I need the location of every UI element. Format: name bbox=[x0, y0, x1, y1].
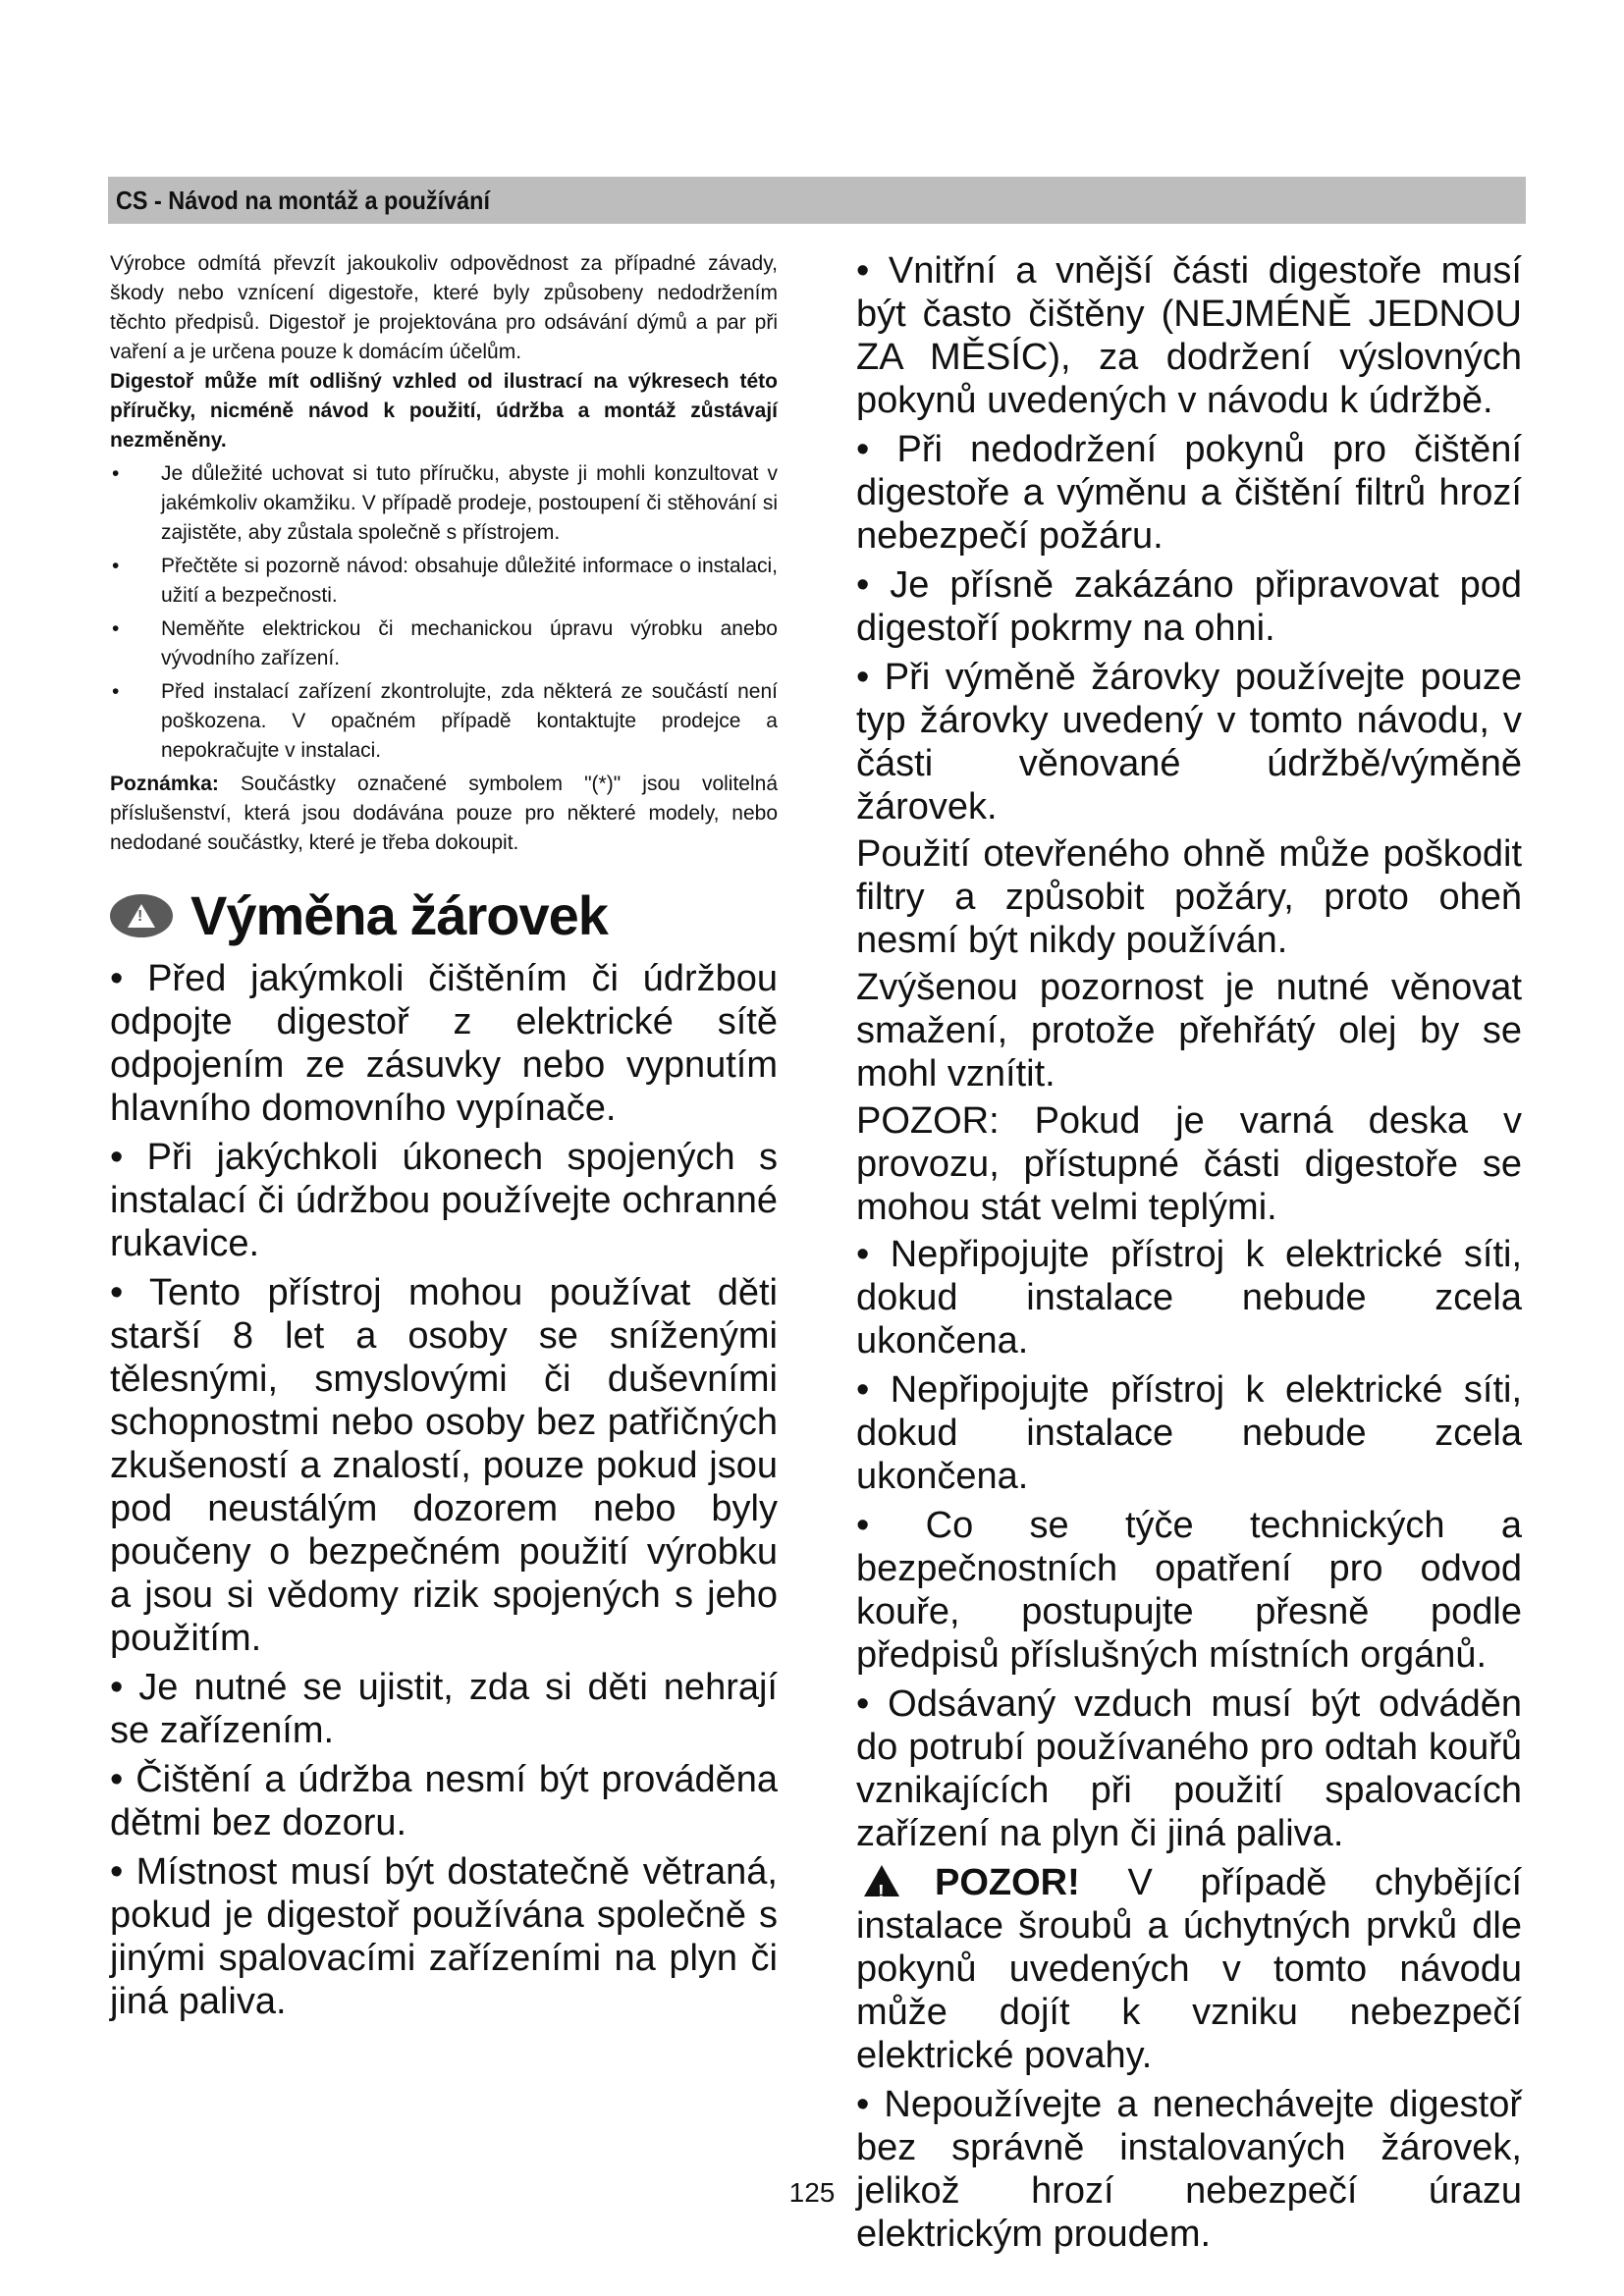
paragraph: • Vnitřní a vnější části digestoře musí být často čištěny (NEJMÉNĚ JEDNOU ZA MĚSÍC), za dodržení výslovných pokynů uvedených v návodu k údržbě. bbox=[856, 250, 1522, 421]
warning-icon bbox=[864, 1865, 899, 1896]
header-bar bbox=[108, 177, 1526, 224]
list-item: • Je důležité uchovat si tuto příručku, abyste ji mohli konzultovat v jakémkoliv okamžiku. V případě prodeje, postoupení či stěhování si zajistěte, aby zůstala společně s přístrojem. bbox=[110, 459, 778, 548]
header-title: CS - Návod na montáž a používání bbox=[116, 186, 490, 215]
paragraph: • Nepřipojujte přístroj k elektrické síti, dokud instalace nebude zcela ukončena. bbox=[856, 1234, 1522, 1362]
paragraph: POZOR: Pokud je varná deska v provozu, přístupné části digestoře se mohou stát velmi teplými. bbox=[856, 1100, 1522, 1228]
paragraph: • Nepřipojujte přístroj k elektrické síti, dokud instalace nebude zcela ukončena. bbox=[856, 1369, 1522, 1497]
paragraph: • Je přísně zakázáno připravovat pod digestoří pokrmy na ohni. bbox=[856, 564, 1522, 649]
warning-icon bbox=[110, 894, 173, 937]
paragraph: • Čištění a údržba nesmí být prováděna dětmi bez dozoru. bbox=[110, 1759, 778, 1843]
bold-notice: Digestoř může mít odlišný vzhled od ilustrací na výkresech této příručky, nicméně návod k použití, údržba a montáž zůstávají nezměněny. bbox=[110, 370, 778, 452]
list-item: • Přečtěte si pozorně návod: obsahuje důležité informace o instalaci, užití a bezpečnosti. bbox=[110, 552, 778, 611]
note-text: Součástky označené symbolem "(*)" jsou volitelná příslušenství, která jsou dodávána pouze pro některé modely, nebo nedodané součástky, které je třeba dokoupit. bbox=[110, 773, 778, 854]
paragraph: Použití otevřeného ohně může poškodit filtry a způsobit požáry, proto oheň nesmí být nikdy používán. bbox=[856, 833, 1522, 961]
list-item: • Neměňte elektrickou či mechanickou úpravu výrobku anebo vývodního zařízení. bbox=[110, 614, 778, 673]
pozor-text: V případě chybějící instalace šroubů a úchytných prvků dle pokynů uvedených v tomto návodu může dojít k vzniku nebezpečí elektrické povahy. bbox=[856, 1862, 1522, 2076]
paragraph: • Před jakýmkoli čištěním či údržbou odpojte digestoř z elektrické sítě odpojením ze zásuvky nebo vypnutím hlavního domovního vypínače. bbox=[110, 958, 778, 1129]
paragraph: • Při výměně žárovky používejte pouze typ žárovky uvedený v tomto návodu, v části věnované údržbě/výměně žárovek. bbox=[856, 657, 1522, 828]
note-paragraph bbox=[110, 770, 778, 858]
paragraph: • Je nutné se ujistit, zda si děti nehrají se zařízením. bbox=[110, 1667, 778, 1751]
safety-list bbox=[110, 459, 778, 766]
paragraph: • Co se týče technických a bezpečnostních opatření pro odvod kouře, postupujte přesně podle předpisů příslušných místních orgánů. bbox=[856, 1505, 1522, 1676]
pozor-paragraph bbox=[856, 1861, 1522, 2077]
paragraph: • Odsávaný vzduch musí být odváděn do potrubí používaného pro odtah kouřů vznikajících při použití spalovacích zařízení na plyn či jiná paliva. bbox=[856, 1683, 1522, 1854]
paragraph: • Při nedodržení pokynů pro čištění digestoře a výměnu a čištění filtrů hrozí nebezpečí požáru. bbox=[856, 429, 1522, 557]
pozor-label: POZOR! bbox=[935, 1862, 1080, 1903]
note-label: Poznámka: bbox=[110, 773, 219, 795]
paragraph: • Místnost musí být dostatečně větraná, pokud je digestoř používána společně s jinými spalovacími zařízeními na plyn či jiná paliva. bbox=[110, 1851, 778, 2022]
paragraph: • Nepoužívejte a nenechávejte digestoř bez správně instalovaných žárovek, jelikož hrozí nebezpečí úrazu elektrickým proudem. bbox=[856, 2084, 1522, 2255]
paragraph: • Při jakýchkoli úkonech spojených s instalací či údržbou používejte ochranné rukavice. bbox=[110, 1137, 778, 1264]
page-number: 125 bbox=[788, 2177, 836, 2208]
intro-paragraph: Výrobce odmítá převzít jakoukoliv odpovědnost za případné závady, škody nebo vznícení digestoře, které byly způsobeny nedodržením těchto předpisů. Digestoř je projektována pro odsávání dýmů a par při vaření a je určena pouze k domácím účelům. bbox=[110, 252, 778, 363]
section-heading bbox=[110, 883, 778, 947]
paragraph: Zvýšenou pozornost je nutné věnovat smažení, protože přehřátý olej by se mohl vznítit. bbox=[856, 967, 1522, 1095]
section-title: Výměna žárovek bbox=[190, 884, 608, 946]
right-column bbox=[856, 249, 1522, 2262]
left-column bbox=[110, 249, 778, 2029]
list-item: • Před instalací zařízení zkontrolujte, zda některá ze součástí není poškozena. V opačném případě kontaktujte prodejce a nepokračujte v instalaci. bbox=[110, 677, 778, 766]
paragraph: • Tento přístroj mohou používat děti starší 8 let a osoby se sníženými tělesnými, smyslovými či duševními schopnostmi nebo osoby bez patřičných zkušeností a znalostí, pouze pokud jsou pod neustálým dozorem nebo byly poučeny o bezpečném použití výrobku a jsou si vědomy rizik spojených s jeho použitím. bbox=[110, 1272, 778, 1659]
